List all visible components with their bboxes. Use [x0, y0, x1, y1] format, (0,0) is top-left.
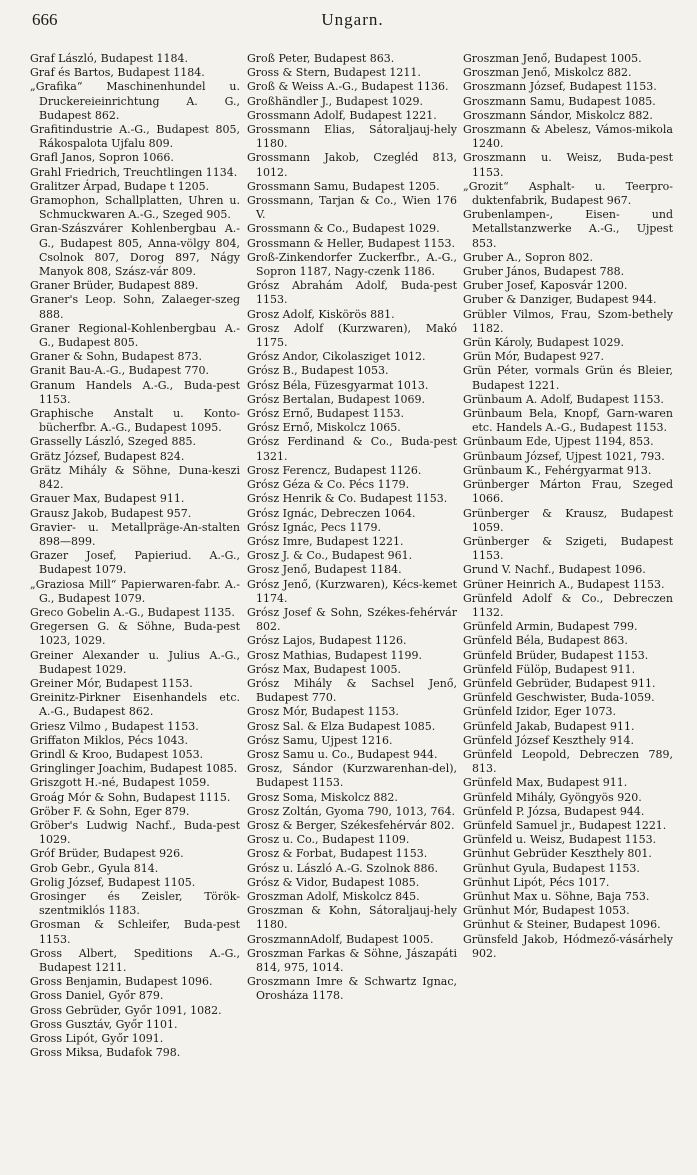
directory-entry: Grünhut Gyula, Budapest 1153. [463, 861, 640, 875]
directory-entry: Grafitindustrie A.-G., Budapest 805, Rákospalota Ujfalu 809. [30, 123, 240, 151]
directory-entry: Grob Gebr., Gyula 814. [30, 861, 159, 875]
directory-entry: „Graziosa Mill“ Papierwaren-fabr. A.-G., Budapest 1079. [30, 577, 240, 605]
directory-entry: Grünfeld Armin, Budapest 799. [463, 620, 638, 634]
directory-entry: Grósz Ignác, Pecs 1179. [247, 520, 381, 534]
directory-entry: Grosz u. Co., Budapest 1109. [247, 833, 410, 847]
directory-entry: Grósz Ernő, Budapest 1153. [247, 407, 404, 421]
directory-entry: Gross & Stern, Budapest 1211. [247, 66, 421, 80]
directory-entry: Grauer Max, Budapest 911. [30, 492, 185, 506]
directory-entry: Grünhut Max u. Söhne, Baja 753. [463, 889, 650, 903]
directory-entry: Grahl Friedrich, Treuchtlingen 1134. [30, 165, 238, 179]
directory-entry: Gross Gusztáv, Győr 1101. [30, 1017, 178, 1031]
directory-entry: Grosz Sal. & Elza Budapest 1085. [247, 719, 436, 733]
directory-entry: Grosz & Berger, Székesfehérvár 802. [247, 818, 455, 832]
directory-entry: Grüner Heinrich A., Budapest 1153. [463, 577, 665, 591]
directory-entry: Groszman & Kohn, Sátoraljauj-hely 1180. [247, 904, 457, 932]
directory-entry: Grossmann & Heller, Budapest 1153. [247, 236, 455, 250]
directory-entry: Grósz Imre, Budapest 1221. [247, 534, 404, 548]
directory-entry: Gross Albert, Speditions A.-G., Budapest 1211. [30, 946, 240, 974]
directory-entry: Graner Brüder, Budapest 889. [30, 279, 199, 293]
directory-entry: Greinitz-Pirkner Eisenhandels etc. A.-G., Budapest 862. [30, 691, 240, 719]
directory-entry: Grünfeld Adolf & Co., Debreczen 1132. [463, 591, 673, 619]
directory-entry: Grünberger & Krausz, Budapest 1059. [463, 506, 673, 534]
directory-entry: Groszmann Sándor, Miskolcz 882. [463, 108, 653, 122]
directory-entry: GroszmannAdolf, Budapest 1005. [247, 932, 434, 946]
directory-entry: Groß & Weiss A.-G., Budapest 1136. [247, 80, 449, 94]
directory-entry: Grósz u. László A.-G. Szolnok 886. [247, 861, 439, 875]
directory-entry: Grünfeld Béla, Budapest 863. [463, 634, 628, 648]
directory-entry: Grosz J. & Co., Budapest 961. [247, 549, 413, 563]
directory-entry: „Grozit“ Asphalt- u. Teerpro-duktenfabrik, Budapest 967. [463, 179, 673, 208]
directory-entry: Grossmann Elias, Sátoraljauj-hely 1180. [247, 123, 457, 151]
directory-entry: Grósz Bertalan, Budapest 1069. [247, 392, 425, 406]
directory-entry: Greco Gobelin A.-G., Budapest 1135. [30, 605, 235, 619]
directory-entry: Grosz Mathias, Budapest 1199. [247, 648, 423, 662]
directory-entry: Granit Bau-A.-G., Budapest 770. [30, 364, 209, 378]
directory-entry: Grünfeld Brüder, Budapest 1153. [463, 648, 649, 662]
directory-entry: Grossmann, Tarjan & Co., Wien 176 V. [247, 194, 457, 222]
directory-entry: Grünhut Gebrüder Keszthely 801. [463, 847, 652, 861]
directory-entry: Gross Benjamin, Budapest 1096. [30, 975, 213, 989]
directory-entry: Groszman Jenő, Miskolcz 882. [463, 66, 632, 80]
page-number: 666 [32, 10, 58, 29]
directory-entry: Gróf Brüder, Budapest 926. [30, 847, 184, 861]
directory-entry: Grósz Josef & Sohn, Székes-fehérvár 802. [247, 605, 457, 634]
directory-entry: Groszman Farkas & Söhne, Jászapáti 814, 975, 1014. [247, 946, 457, 974]
directory-entry: Grünbaum A. Adolf, Budapest 1153. [463, 392, 664, 406]
directory-entry: Grosz Adolf (Kurzwaren), Makó 1175. [247, 321, 457, 350]
directory-entry: Grossmann Adolf, Budapest 1221. [247, 108, 437, 122]
directory-entry: Grosz & Forbat, Budapest 1153. [247, 847, 428, 861]
directory-entry: Gruber & Danziger, Budapest 944. [463, 293, 657, 307]
directory-entry: Grósz Henrik & Co. Budapest 1153. [247, 492, 448, 506]
directory-entry: Grünfeld Fülöp, Budapest 911. [463, 662, 636, 676]
directory-entry: Grósz Ignác, Debreczen 1064. [247, 506, 416, 520]
directory-entry: Graf László, Budapest 1184. [30, 52, 188, 65]
directory-entry: Graner Regional-Kohlenbergbau A.-G., Budapest 805. [30, 321, 240, 350]
directory-entry: Grosman & Schleifer, Buda-pest 1153. [30, 918, 240, 946]
directory-entry: Greiner Alexander u. Julius A.-G., Budapest 1029. [30, 648, 240, 676]
directory-entry: Grünbaum Ede, Ujpest 1194, 853. [463, 435, 654, 449]
directory-entry: Gralitzer Árpad, Budape t 1205. [30, 179, 210, 193]
directory-entry: Grünbaum József, Ujpest 1021, 793. [463, 449, 665, 463]
directory-entry: Gross Lipót, Győr 1091. [30, 1032, 164, 1046]
directory-entry: Grünhut & Steiner, Budapest 1096. [463, 918, 661, 932]
directory-entry: Grünhut Mór, Budapest 1053. [463, 904, 630, 918]
directory-entry: Großhändler J., Budapest 1029. [247, 94, 423, 108]
directory-entry: Grósz Ferdinand & Co., Buda-pest 1321. [247, 435, 457, 463]
directory-columns [30, 52, 690, 1162]
directory-entry: Grübler Vilmos, Frau, Szom-bethely 1182. [463, 307, 673, 335]
directory-entry: Grósz Lajos, Budapest 1126. [247, 634, 407, 648]
directory-entry: Grosz Adolf, Kiskörös 881. [247, 307, 395, 321]
directory-entry: Grósz Jenő, (Kurzwaren), Kécs-kemet 1174. [247, 577, 457, 605]
directory-entry: Grünfeld u. Weisz, Budapest 1153. [463, 833, 657, 847]
directory-entry: Griesz Vilmo , Budapest 1153. [30, 719, 199, 733]
directory-entry: Grün Péter, vormals Grün és Bleier, Budapest 1221. [463, 364, 673, 392]
directory-entry: Grosinger és Zeisler, Török-szentmiklós 1183. [30, 889, 240, 918]
directory-entry: Grafl Janos, Sopron 1066. [30, 151, 174, 165]
directory-entry: Grätz József, Budapest 824. [30, 449, 185, 463]
directory-entry: Groß Peter, Budapest 863. [247, 52, 395, 65]
directory-entry: Grünbaum K., Fehérgyarmat 913. [463, 463, 652, 477]
directory-entry: Grünberger & Szigeti, Budapest 1153. [463, 534, 673, 563]
directory-entry: „Grafika“ Maschinenhundel u. Druckereieinrichtung A. G., Budapest 862. [30, 80, 240, 122]
directory-entry: Grausz Jakob, Budapest 957. [30, 506, 192, 520]
directory-entry: Grósz B., Budapest 1053. [247, 364, 389, 378]
directory-entry: Grünfeld Gebrüder, Budapest 911. [463, 676, 656, 690]
directory-entry: Graner's Leop. Sohn, Zalaeger-szeg 888. [30, 293, 240, 321]
directory-entry: Grünberger Márton Frau, Szeged 1066. [463, 478, 673, 506]
directory-entry: Gruber János, Budapest 788. [463, 265, 625, 279]
directory-entry: Grünfeld Jakab, Budapest 911. [463, 719, 635, 733]
directory-entry: Groß-Zinkendorfer Zuckerfbr., A.-G., Sopron 1187, Nagy-czenk 1186. [247, 250, 457, 279]
directory-entry: Grünfeld Max, Budapest 911. [463, 776, 628, 790]
directory-entry: Grossmann Jakob, Czegléd 813, 1012. [247, 151, 457, 179]
directory-entry: Grosz Mór, Budapest 1153. [247, 705, 399, 719]
directory-entry: Granum Handels A.-G., Buda-pest 1153. [30, 378, 240, 406]
directory-entry: Grossmann & Co., Budapest 1029. [247, 222, 440, 236]
directory-entry: Grünfeld Mihály, Gyöngyös 920. [463, 790, 642, 804]
directory-entry: Gramophon, Schallplatten, Uhren u. Schmuckwaren A.-G., Szeged 905. [30, 194, 240, 222]
directory-entry: Grätz Mihály & Söhne, Duna-keszi 842. [30, 463, 240, 492]
directory-entry: Gröber's Ludwig Nachf., Buda-pest 1029. [30, 818, 240, 847]
directory-entry: Gran-Szászvárer Kohlenbergbau A.-G., Budapest 805, Anna-völgy 804, Csolnok 807, Dorog 897, Nágy Manyok 808, Szász-vár 809. [30, 222, 240, 279]
directory-entry: Gringlinger Joachim, Budapest 1085. [30, 762, 238, 776]
directory-entry: Grund V. Nachf., Budapest 1096. [463, 563, 646, 577]
directory-entry: Grosz Soma, Miskolcz 882. [247, 790, 398, 804]
directory-entry: Gross Gebrüder, Győr 1091, 1082. [30, 1003, 222, 1017]
directory-entry: Groszman Adolf, Miskolcz 845. [247, 889, 420, 903]
column-1 [30, 52, 240, 1060]
directory-entry: Grünhut Lipót, Pécs 1017. [463, 875, 610, 889]
directory-entry: Grosz Samu u. Co., Budapest 944. [247, 747, 438, 761]
directory-entry: Gravier- u. Metallpräge-An-stalten 898—899. [30, 520, 240, 548]
page-header [22, 2, 683, 30]
directory-entry: Grünfeld József Keszthely 914. [463, 733, 635, 747]
directory-entry: Graphische Anstalt u. Konto-bücherfbr. A.-G., Budapest 1095. [30, 407, 240, 435]
directory-entry: Groszmann József, Budapest 1153. [463, 80, 657, 94]
directory-entry: Groág Mór & Sohn, Budapest 1115. [30, 790, 231, 804]
directory-entry: Grósz Géza & Co. Pécs 1179. [247, 478, 410, 492]
directory-entry: Griszgott H.-né, Budapest 1059. [30, 776, 210, 790]
directory-entry: Grünfeld Izidor, Eger 1073. [463, 705, 617, 719]
directory-entry: Grün Károly, Budapest 1029. [463, 336, 625, 350]
directory-entry: Grossmann Samu, Budapest 1205. [247, 179, 440, 193]
directory-entry: Groszmann u. Weisz, Buda-pest 1153. [463, 151, 673, 179]
directory-entry: Grósz & Vidor, Budapest 1085. [247, 875, 420, 889]
directory-entry: Groszmann Imre & Schwartz Ignac, Orosháza 1178. [247, 975, 457, 1003]
directory-entry: Gruber Josef, Kaposvár 1200. [463, 279, 628, 293]
directory-entry: Grósz Ernő, Miskolcz 1065. [247, 421, 401, 435]
directory-entry: Grosz Zoltán, Gyoma 790, 1013, 764. [247, 804, 456, 818]
directory-entry: Groszmann & Abelesz, Vámos-mikola 1240. [463, 123, 673, 151]
directory-entry: Grasselly László, Szeged 885. [30, 435, 197, 449]
directory-entry: Grazer Josef, Papieriud. A.-G., Budapest 1079. [30, 549, 240, 577]
directory-entry: Grünfeld Leopold, Debreczen 789, 813. [463, 747, 673, 776]
directory-entry: Grolig József, Budapest 1105. [30, 875, 196, 889]
directory-entry: Grósz Andor, Cikolasziget 1012. [247, 350, 426, 364]
directory-entry: Grünfeld Geschwister, Buda-1059. [463, 691, 655, 705]
directory-entry: Grün Mór, Budapest 927. [463, 350, 605, 364]
directory-entry: Gröber F. & Sohn, Eger 879. [30, 804, 190, 818]
directory-entry: Grünsfeld Jakob, Hódmező-vásárhely 902. [463, 932, 673, 960]
directory-entry: Griffaton Miklos, Pécs 1043. [30, 733, 188, 747]
column-3 [463, 52, 673, 961]
directory-entry: Greiner Mór, Budapest 1153. [30, 676, 193, 690]
directory-entry: Graner & Sohn, Budapest 873. [30, 350, 202, 364]
directory-entry: Grosz, Sándor (Kurzwarenhan-del), Budapest 1153. [247, 762, 457, 790]
directory-entry: Gregersen G. & Söhne, Buda-pest 1023, 1029. [30, 620, 240, 648]
directory-entry: Grósz Abrahám Adolf, Buda-pest 1153. [247, 279, 457, 307]
directory-entry: Grünfeld Samuel jr., Budapest 1221. [463, 818, 667, 832]
column-2 [247, 52, 457, 1004]
directory-entry: Gruber A., Sopron 802. [463, 250, 594, 264]
directory-entry: Gross Daniel, Győr 879. [30, 989, 164, 1003]
directory-entry: Grósz Mihály & Sachsel Jenő, Budapest 770. [247, 676, 457, 705]
directory-entry: Grünbaum Bela, Knopf, Garn-waren etc. Handels A.-G., Budapest 1153. [463, 407, 673, 435]
directory-entry: Groszman Jenő, Budapest 1005. [463, 52, 642, 65]
directory-entry: Grosz Jenő, Budapest 1184. [247, 563, 402, 577]
directory-entry: Grósz Béla, Füzesgyarmat 1013. [247, 378, 429, 392]
directory-entry: Grosz Ferencz, Budapest 1126. [247, 463, 422, 477]
directory-entry: Grósz Max, Budapest 1005. [247, 662, 401, 676]
directory-entry: Grindl & Kroo, Budapest 1053. [30, 747, 204, 761]
directory-entry: Grósz Samu, Ujpest 1216. [247, 733, 393, 747]
directory-entry: Gross Miksa, Budafok 798. [30, 1046, 181, 1060]
directory-entry: Groszmann Samu, Budapest 1085. [463, 94, 656, 108]
directory-entry: Grünfeld P. Józsa, Budapest 944. [463, 804, 645, 818]
directory-entry: Grubenlampen-, Eisen- und Metallstanzwerke A.-G., Ujpest 853. [463, 208, 673, 250]
directory-entry: Graf és Bartos, Budapest 1184. [30, 66, 205, 80]
running-title: Ungarn. [321, 10, 384, 29]
